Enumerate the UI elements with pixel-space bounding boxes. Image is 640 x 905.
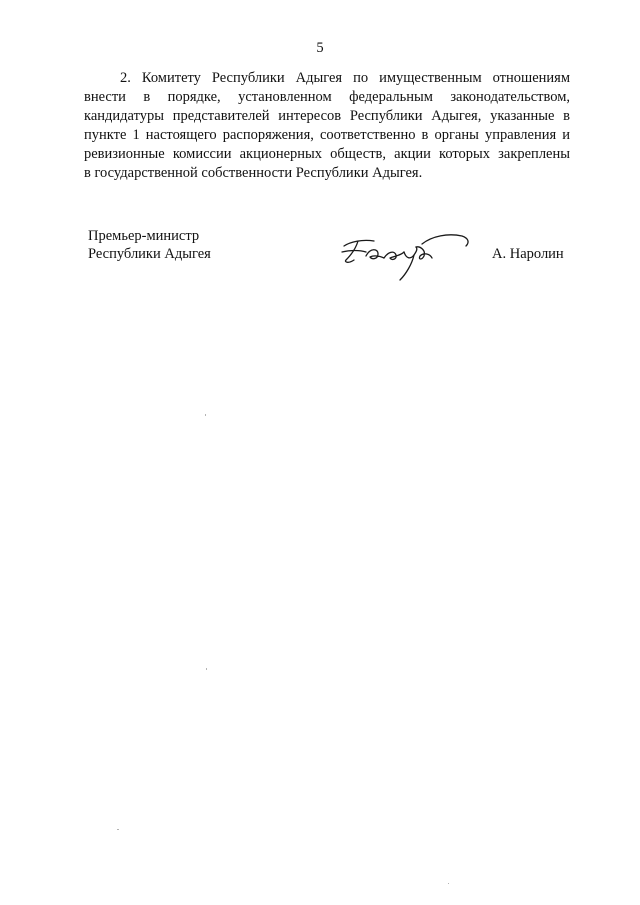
paragraph-line: пункте 1 настоящего распоряжения, соответственно в органы управления и: [84, 127, 570, 143]
paragraph-2: [84, 69, 570, 183]
paragraph-line: внести в порядке, установленном федеральным законодательством,: [84, 89, 570, 105]
paragraph-line: в государственной собственности Республики Адыгея.: [84, 165, 423, 181]
scan-speck: [448, 883, 449, 884]
paragraph-line: кандидатуры представителей интересов Республики Адыгея, указанные в: [84, 108, 570, 124]
handwritten-signature: [336, 222, 486, 284]
scan-speck: [205, 414, 206, 416]
paragraph-line: 2. Комитету Республики Адыгея по имущественным отношениям: [120, 70, 570, 86]
scan-speck: [206, 668, 207, 670]
paragraph-line: ревизионные комиссии акционерных обществ, акции которых закреплены: [84, 146, 570, 162]
signer-name: А. Наролин: [492, 246, 564, 262]
signer-title: [88, 227, 211, 263]
scan-speck: [117, 829, 119, 830]
signer-title-line: Премьер-министр: [88, 228, 200, 244]
page-number: 5: [316, 40, 324, 56]
signer-title-line: Республики Адыгея: [88, 246, 211, 262]
